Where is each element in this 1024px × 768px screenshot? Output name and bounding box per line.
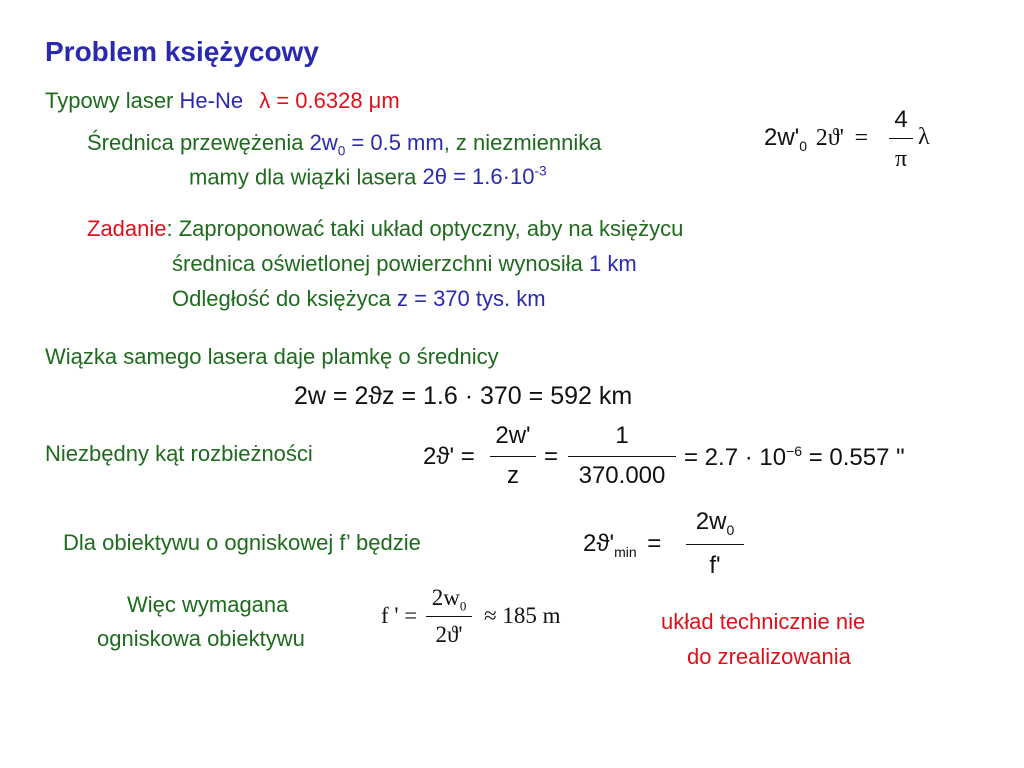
conclusion-1: układ technicznie nie [661, 609, 866, 634]
laser-line [45, 88, 400, 114]
waist-label: Średnica przewężenia [87, 130, 310, 155]
invariant-label: , z niezmiennika [443, 130, 602, 155]
angle-text: Niezbędny kąt rozbieżności [45, 441, 313, 466]
waist-line [87, 130, 601, 158]
angle-result: = $2.7 \cdot 10^{-6} = 0.557$ " [684, 443, 905, 471]
target-diameter: 1 km [588, 251, 637, 276]
laser-type: He-Ne [179, 88, 244, 113]
invariant-numerator: 4 [894, 106, 908, 133]
min-angle-num: $2w_0$ [695, 508, 735, 538]
spot-text: Wiązka samego lasera daje plamkę o średnicy [45, 344, 499, 369]
focal-den: 2ϑ' [435, 622, 463, 647]
slide-title: Problem księżycowy [45, 36, 319, 67]
min-angle-lhs: $2ϑ'_{min}$ = [583, 530, 662, 560]
angle-frac2-bar [568, 456, 676, 457]
task-text: : Zaproponować taki układ optyczny, aby na księżycu [166, 216, 684, 241]
required-text-1: Więc wymagana [127, 592, 289, 617]
angle-frac1-bar [490, 456, 536, 457]
min-angle-bar [686, 544, 744, 545]
angle-frac2-den: 370.000 [578, 462, 666, 489]
required-text-2: ogniskowa obiektywu [97, 626, 305, 651]
laser-label: Typowy laser [45, 88, 180, 113]
invariant-lambda: λ [918, 124, 930, 150]
task-line-2: średnica oświetlonej powierzchni wynosiła 1 km [172, 251, 637, 276]
task-line-1 [87, 216, 683, 242]
waist-symbol: $2w_0 = 0.5$ mm [309, 130, 444, 159]
divergence-value: $2\theta = 1.6\cdot 10^{-3}$ [422, 164, 547, 190]
angle-lhs: 2ϑ' = [423, 443, 475, 470]
focal-result: ≈ 185 m [484, 603, 561, 628]
angle-eq: = [544, 443, 559, 470]
invariant-formula: $2w'_0$ 2ϑ' = [764, 124, 869, 154]
divergence-line [189, 164, 547, 190]
focal-num: $2w_0$ [431, 585, 467, 614]
angle-frac2-num: 1 [615, 422, 629, 449]
spot-equation: 2w = 2ϑz = 1.6 · 370 = 592 km [294, 382, 633, 410]
divergence-label: mamy dla wiązki lasera [189, 164, 423, 190]
task-label: Zadanie [87, 216, 167, 241]
conclusion-2: do zrealizowania [687, 644, 851, 669]
wavelength: λ = 0.6328 μm [259, 88, 400, 113]
focal-lhs: f ' = [381, 603, 418, 628]
task-line-3: Odległość do księżyca z = 370 tys. km [172, 286, 546, 311]
moon-distance: z = 370 tys. km [397, 286, 546, 311]
invariant-denominator: π [894, 146, 908, 172]
angle-frac1-num: 2w' [495, 422, 531, 449]
invariant-fraction-bar [889, 138, 913, 139]
lens-text: Dla obiektywu o ogniskowej f’ będzie [63, 530, 421, 555]
min-angle-den: f' [709, 552, 721, 579]
focal-bar [426, 616, 472, 617]
angle-frac1-den: z [507, 462, 519, 489]
